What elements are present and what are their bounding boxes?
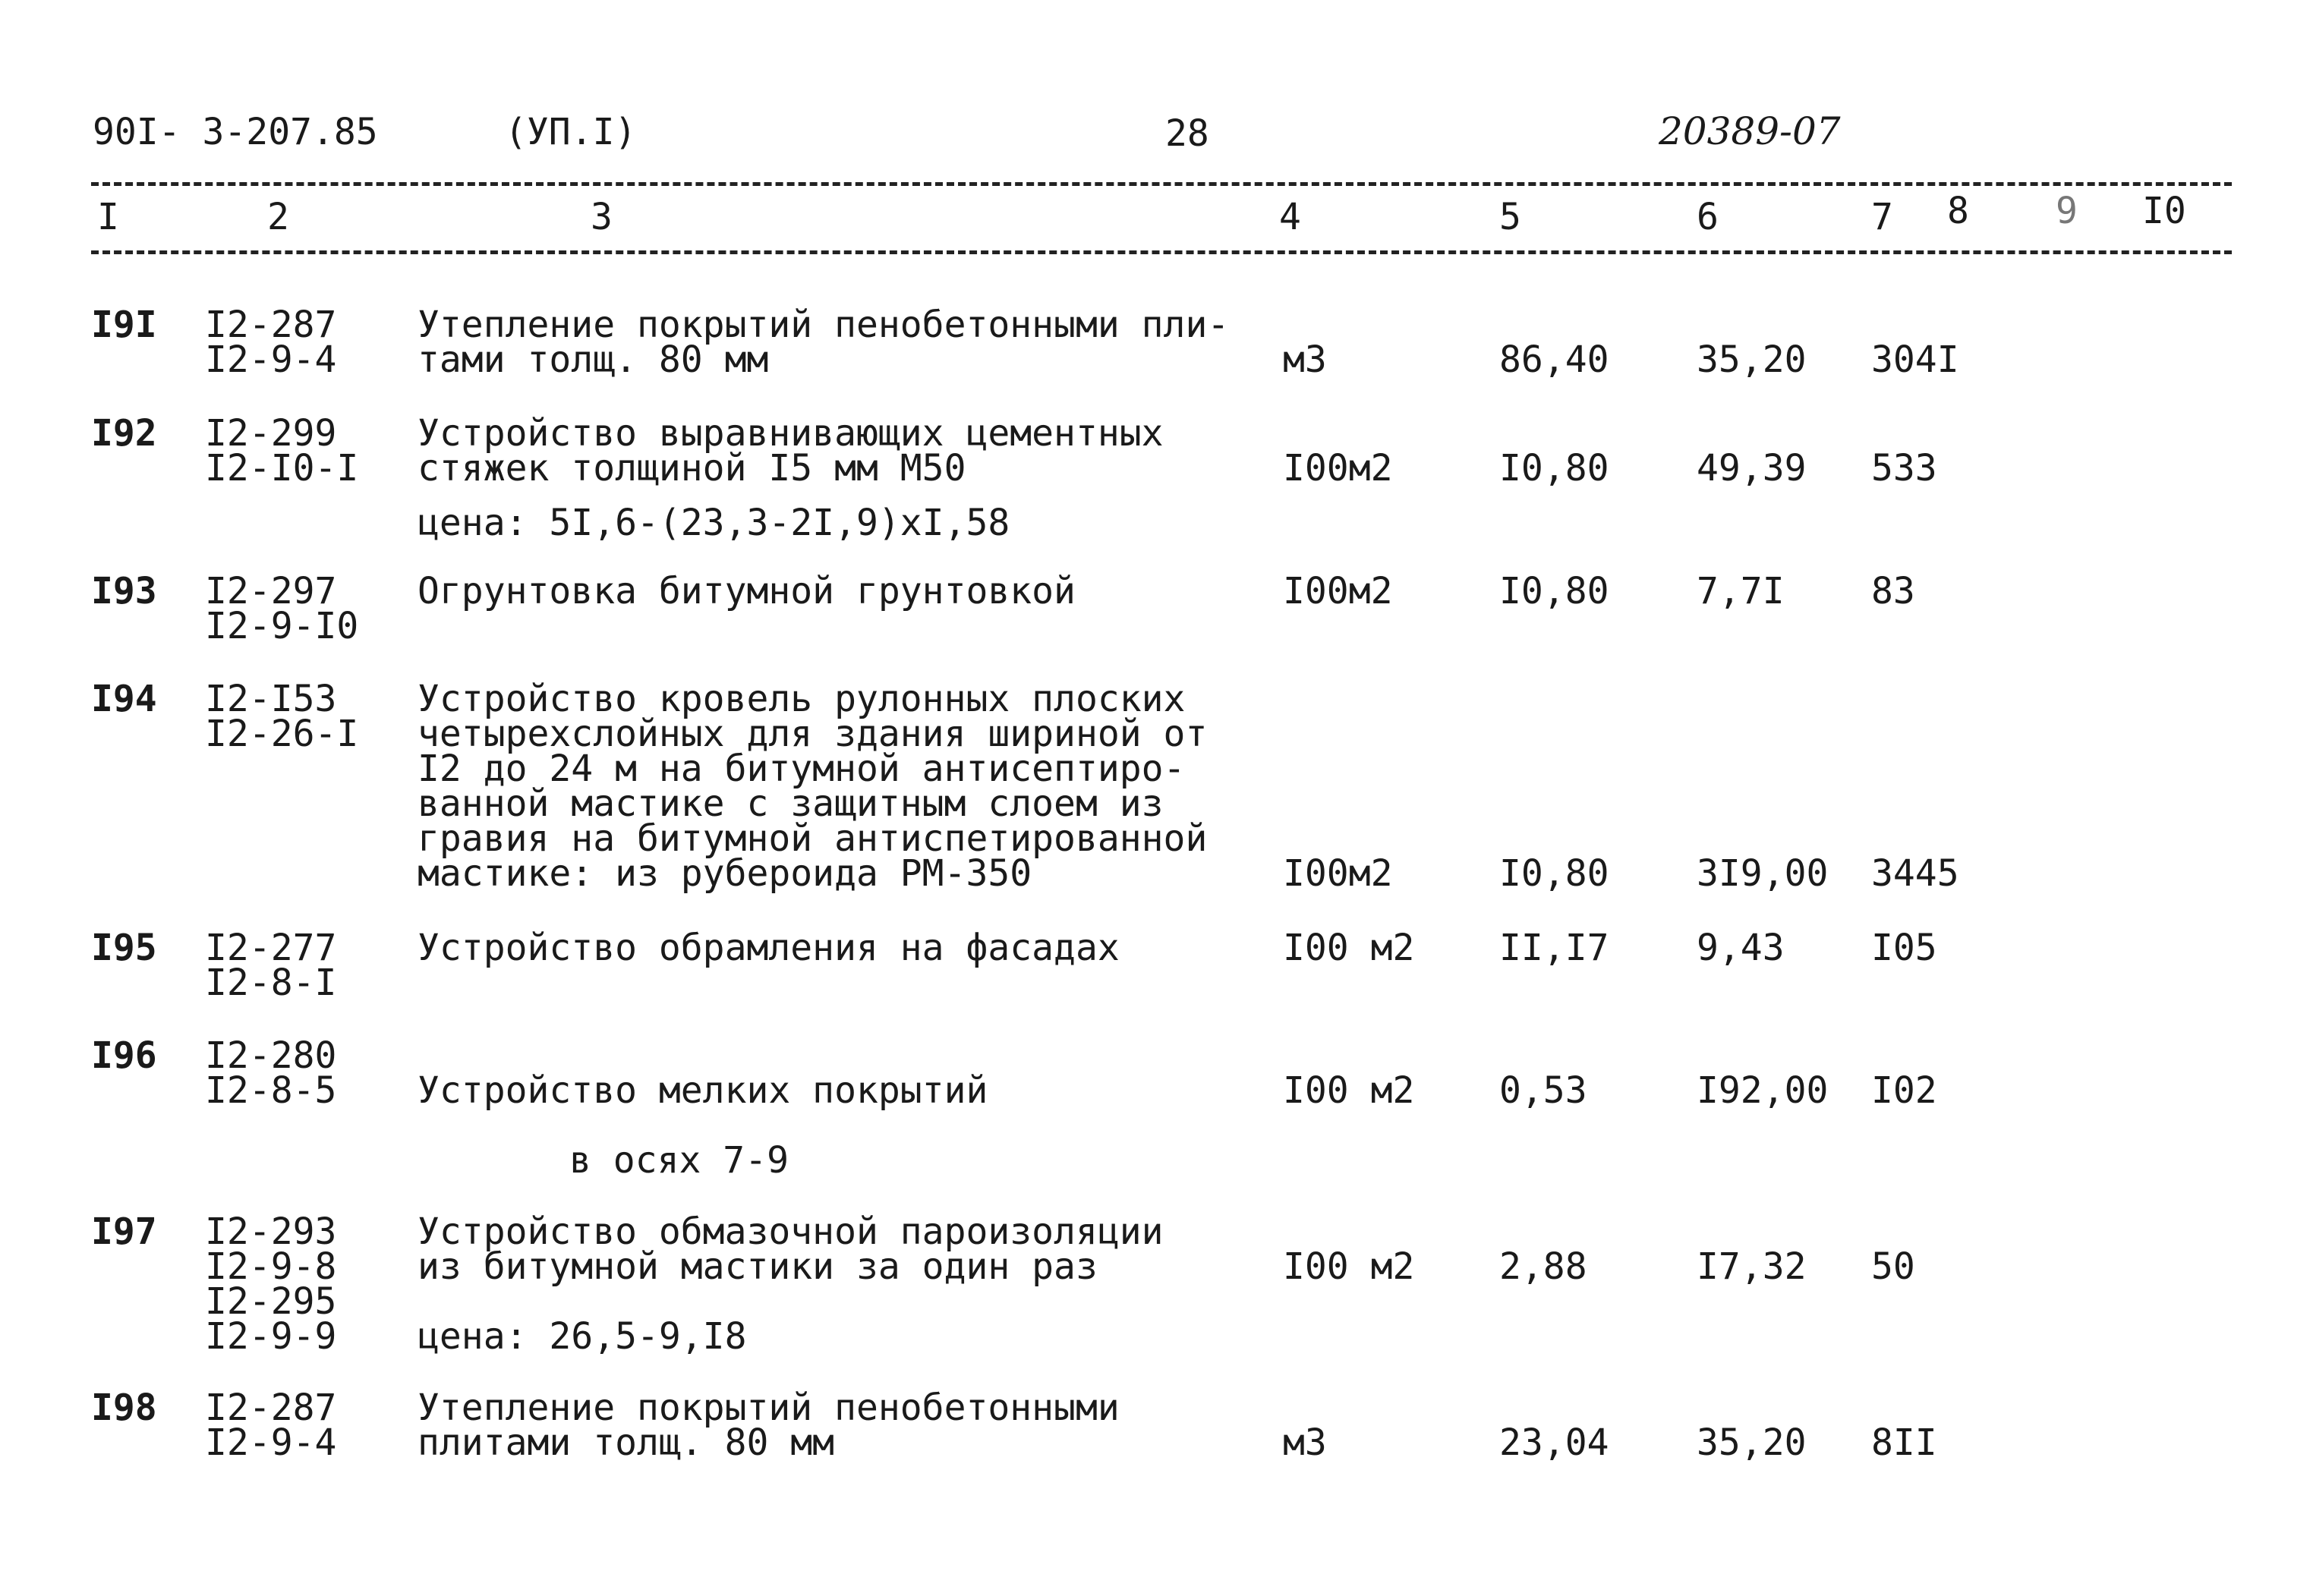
unit: I00 м2 xyxy=(1283,927,1415,969)
work-description: стяжек толщиной I5 мм М50 xyxy=(418,447,966,490)
rate-code: I2-9-I0 xyxy=(205,605,359,647)
row-number: I97 xyxy=(91,1210,157,1253)
rate-code: I2-9-9 xyxy=(205,1315,337,1358)
col-header-5: 5 xyxy=(1499,196,1521,238)
total-cost: 304I xyxy=(1871,338,1959,381)
work-description: мастике: из рубероида РМ-350 xyxy=(418,852,1032,895)
total-cost: I05 xyxy=(1871,927,1937,969)
unit-price: 7,7I xyxy=(1697,570,1785,612)
document-code: 90I- 3-207.85 xyxy=(93,111,378,153)
total-cost: 83 xyxy=(1871,570,1915,612)
header-bottom-rule xyxy=(91,250,2232,254)
row-number: I9I xyxy=(91,304,157,346)
rate-code: I2-287 xyxy=(205,1387,337,1429)
work-description: Утепление покрытий пенобетонными xyxy=(418,1387,1120,1429)
row-number: I94 xyxy=(91,678,157,720)
unit-price: 3I9,00 xyxy=(1697,852,1829,895)
col-header-2: 2 xyxy=(267,196,289,238)
quantity: I0,80 xyxy=(1499,447,1609,490)
row-number: I92 xyxy=(91,412,157,455)
col-header-4: 4 xyxy=(1279,196,1301,238)
axis-note: в осях 7-9 xyxy=(569,1139,789,1182)
total-cost: I02 xyxy=(1871,1069,1937,1112)
page-number: 28 xyxy=(1165,112,1209,155)
quantity: 23,04 xyxy=(1499,1421,1609,1464)
unit-price: I92,00 xyxy=(1697,1069,1829,1112)
rate-code: I2-9-4 xyxy=(205,338,337,381)
work-description: четырехслойных для здания шириной от xyxy=(418,713,1208,755)
rate-code: I2-293 xyxy=(205,1210,337,1253)
total-cost: 50 xyxy=(1871,1245,1915,1288)
work-description: плитами толщ. 80 мм xyxy=(418,1421,835,1464)
rate-code: I2-26-I xyxy=(205,713,359,755)
unit: I00м2 xyxy=(1283,852,1393,895)
total-cost: 8II xyxy=(1871,1421,1937,1464)
work-description: I2 до 24 м на битумной антисептиро- xyxy=(418,748,1186,790)
rate-code: I2-9-4 xyxy=(205,1421,337,1464)
rate-code: I2-277 xyxy=(205,927,337,969)
work-description: тами толщ. 80 мм xyxy=(418,338,769,381)
work-description: ванной мастике с защитным слоем из xyxy=(418,782,1164,825)
row-number: I95 xyxy=(91,927,157,969)
quantity: II,I7 xyxy=(1499,927,1609,969)
total-cost: 3445 xyxy=(1871,852,1959,895)
work-description: Устройство выравнивающих цементных xyxy=(418,412,1164,455)
unit: м3 xyxy=(1283,1421,1327,1464)
quantity: I0,80 xyxy=(1499,852,1609,895)
work-description: Огрунтовка битумной грунтовкой xyxy=(418,570,1076,612)
price-note: цена: 26,5-9,I8 xyxy=(418,1315,747,1358)
unit-price: 9,43 xyxy=(1697,927,1785,969)
rate-code: I2-9-8 xyxy=(205,1245,337,1288)
col-header-1: I xyxy=(97,196,119,238)
quantity: I0,80 xyxy=(1499,570,1609,612)
quantity: 86,40 xyxy=(1499,338,1609,381)
work-description: из битумной мастики за один раз xyxy=(418,1245,1098,1288)
work-description: Утепление покрытий пенобетонными пли- xyxy=(418,304,1230,346)
col-header-8: 8 xyxy=(1947,190,1969,232)
col-header-9: 9 xyxy=(2056,190,2078,232)
inventory-number: 20389-07 xyxy=(1659,109,1841,153)
section-code: (УП.I) xyxy=(505,111,637,153)
quantity: 2,88 xyxy=(1499,1245,1587,1288)
col-header-6: 6 xyxy=(1697,196,1719,238)
unit-price: 49,39 xyxy=(1697,447,1807,490)
unit-price: 35,20 xyxy=(1697,338,1807,381)
col-header-10: I0 xyxy=(2142,190,2186,232)
row-number: I93 xyxy=(91,570,157,612)
unit: I00 м2 xyxy=(1283,1245,1415,1288)
unit: м3 xyxy=(1283,338,1327,381)
rate-code: I2-8-5 xyxy=(205,1069,337,1112)
col-header-7: 7 xyxy=(1871,196,1893,238)
rate-code: I2-299 xyxy=(205,412,337,455)
total-cost: 533 xyxy=(1871,447,1937,490)
rate-code: I2-I53 xyxy=(205,678,337,720)
row-number: I96 xyxy=(91,1034,157,1077)
rate-code: I2-I0-I xyxy=(205,447,359,490)
work-description: Устройство обрамления на фасадах xyxy=(418,927,1120,969)
work-description: Устройство кровель рулонных плоских xyxy=(418,678,1186,720)
col-header-3: 3 xyxy=(591,196,613,238)
work-description: гравия на битумной антиспетированной xyxy=(418,817,1208,860)
unit-price: I7,32 xyxy=(1697,1245,1807,1288)
unit-price: 35,20 xyxy=(1697,1421,1807,1464)
rate-code: I2-8-I xyxy=(205,962,337,1004)
work-description: Устройство мелких покрытий xyxy=(418,1069,988,1112)
work-description: Устройство обмазочной пароизоляции xyxy=(418,1210,1164,1253)
rate-code: I2-295 xyxy=(205,1280,337,1323)
row-number: I98 xyxy=(91,1387,157,1429)
quantity: 0,53 xyxy=(1499,1069,1587,1112)
rate-code: I2-280 xyxy=(205,1034,337,1077)
rate-code: I2-287 xyxy=(205,304,337,346)
unit: I00 м2 xyxy=(1283,1069,1415,1112)
rate-code: I2-297 xyxy=(205,570,337,612)
header-top-rule xyxy=(91,182,2232,186)
unit: I00м2 xyxy=(1283,570,1393,612)
price-note: цена: 5I,6-(23,3-2I,9)хI,58 xyxy=(418,502,1010,544)
unit: I00м2 xyxy=(1283,447,1393,490)
